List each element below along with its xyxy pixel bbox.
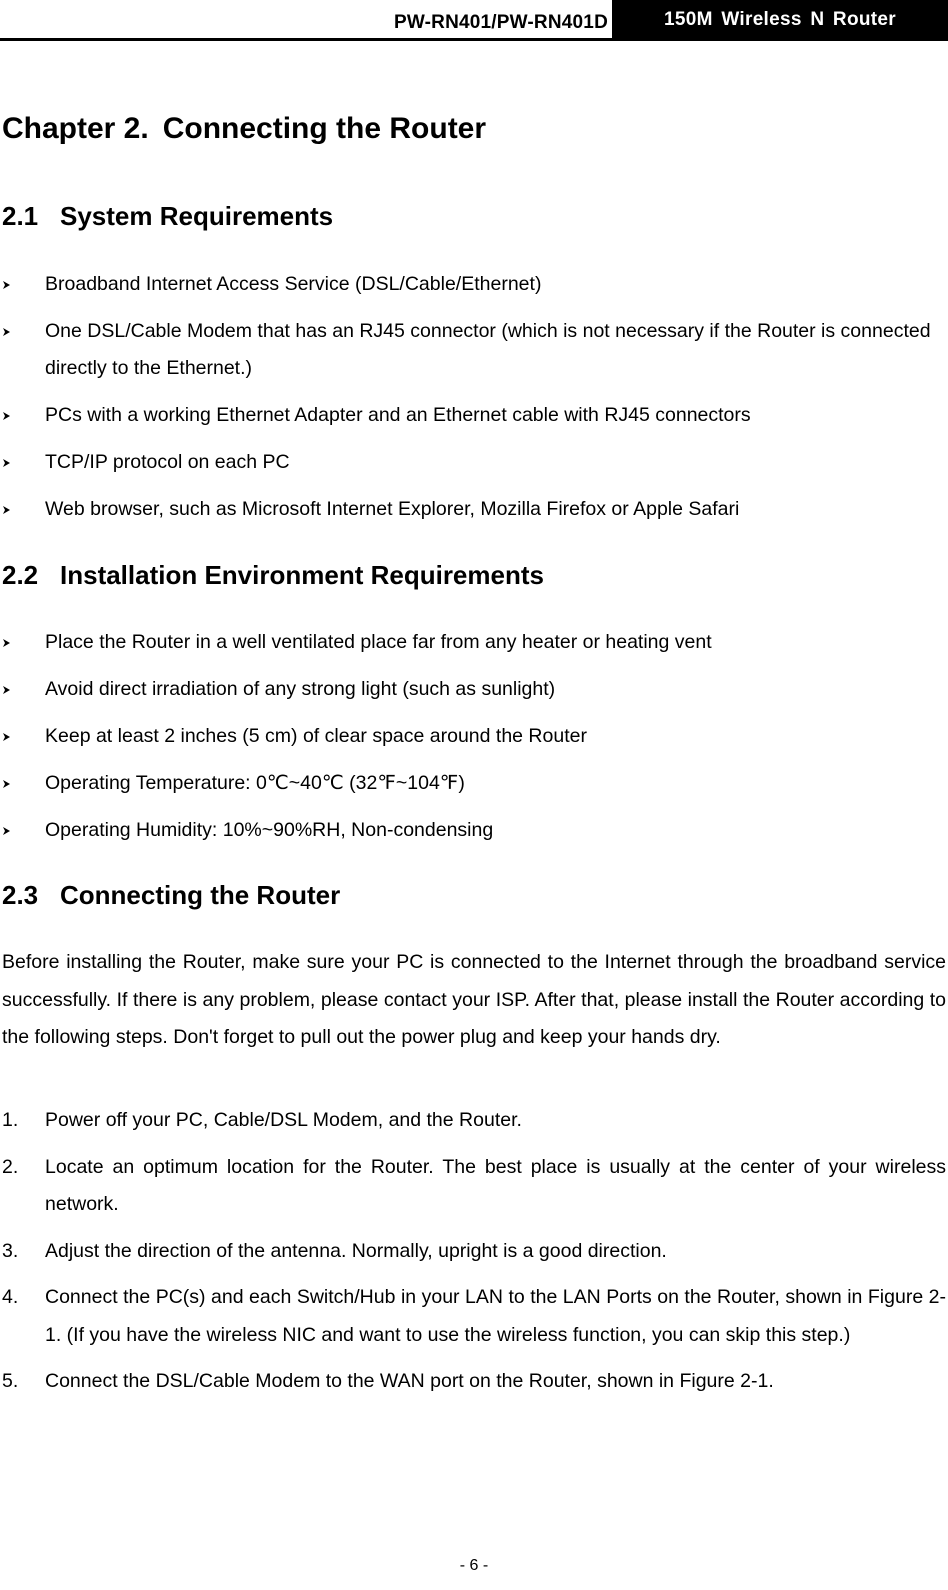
arrow-bullet-icon [2, 826, 12, 836]
page-header [0, 0, 948, 42]
system-requirements-list [2, 266, 946, 538]
section-title: System Requirements [60, 201, 334, 231]
list-item: One DSL/Cable Modem that has an RJ45 connector (which is not necessary if the Router is connected directly to the Ethernet.) [2, 313, 946, 387]
section-number: 2.2 [2, 560, 39, 590]
step-number: 5. [2, 1370, 19, 1392]
list-item: Place the Router in a well ventilated place far from any heater or heating vent [2, 624, 946, 661]
environment-requirements-list [2, 624, 946, 859]
step-number: 4. [2, 1286, 19, 1308]
list-item: 5. Connect the DSL/Cable Modem to the WAN port on the Router, shown in Figure 2-1. [2, 1363, 946, 1401]
arrow-bullet-icon [2, 638, 12, 648]
list-item: 3. Adjust the direction of the antenna. Normally, upright is a good direction. [2, 1233, 946, 1271]
page-number: - 6 - [459, 1557, 489, 1574]
step-number: 3. [2, 1239, 19, 1262]
arrow-bullet-icon [2, 505, 12, 515]
section-title: Connecting the Router [60, 880, 341, 910]
arrow-bullet-icon [2, 685, 12, 695]
arrow-bullet-icon [2, 458, 12, 468]
step-number: 1. [2, 1109, 19, 1131]
section-title: Installation Environment Requirements [60, 560, 544, 590]
arrow-bullet-icon [2, 327, 12, 337]
chapter-title [2, 112, 486, 146]
section-number: 2.1 [2, 201, 39, 231]
section-heading-2-3 [2, 880, 340, 911]
arrow-bullet-icon [2, 779, 12, 789]
list-item: 4. Connect the PC(s) and each Switch/Hub in your LAN to the LAN Ports on the Router, shown in Figure 2-1. (If you have the wireless NIC and want to use the wireless function, you can skip this step.) [2, 1279, 946, 1354]
section-heading-2-1 [2, 201, 333, 232]
list-item: Keep at least 2 inches (5 cm) of clear space around the Router [2, 718, 946, 755]
arrow-bullet-icon [2, 280, 12, 290]
list-item: 1. Power off your PC, Cable/DSL Modem, and the Router. [2, 1102, 946, 1140]
list-item: Avoid direct irradiation of any strong light (such as sunlight) [2, 671, 946, 708]
arrow-bullet-icon [2, 411, 12, 421]
section-number: 2.3 [2, 880, 39, 910]
header-model: PW-RN401/PW-RN401D [394, 12, 608, 33]
step-number: 2. [2, 1155, 19, 1178]
list-item: Operating Temperature: 0℃~40℃ (32℉~104℉) [2, 765, 946, 802]
list-item: Broadband Internet Access Service (DSL/Cable/Ethernet) [2, 266, 946, 303]
installation-steps-list [2, 1102, 946, 1410]
list-item: TCP/IP protocol on each PC [2, 444, 946, 481]
list-item: Operating Humidity: 10%~90%RH, Non-condensing [2, 812, 946, 849]
chapter-title-text: Connecting the Router [162, 112, 487, 145]
list-item: Web browser, such as Microsoft Internet Explorer, Mozilla Firefox or Apple Safari [2, 491, 946, 528]
chapter-number: Chapter 2. [2, 112, 149, 145]
list-item: 2. Locate an optimum location for the Router. The best place is usually at the center of your wireless network. [2, 1149, 946, 1224]
list-item: PCs with a working Ethernet Adapter and an Ethernet cable with RJ45 connectors [2, 397, 946, 434]
section-heading-2-2 [2, 560, 544, 591]
intro-paragraph: Before installing the Router, make sure your PC is connected to the Internet through the broadband service successfully. If there is any problem, please contact your ISP. After that, please install the Router according to the following steps. Don't forget to pull out the power plug and keep your hands dry. [2, 951, 946, 1048]
header-product-label: 150M Wireless N Router [612, 0, 948, 40]
header-rule [0, 38, 948, 41]
arrow-bullet-icon [2, 732, 12, 742]
